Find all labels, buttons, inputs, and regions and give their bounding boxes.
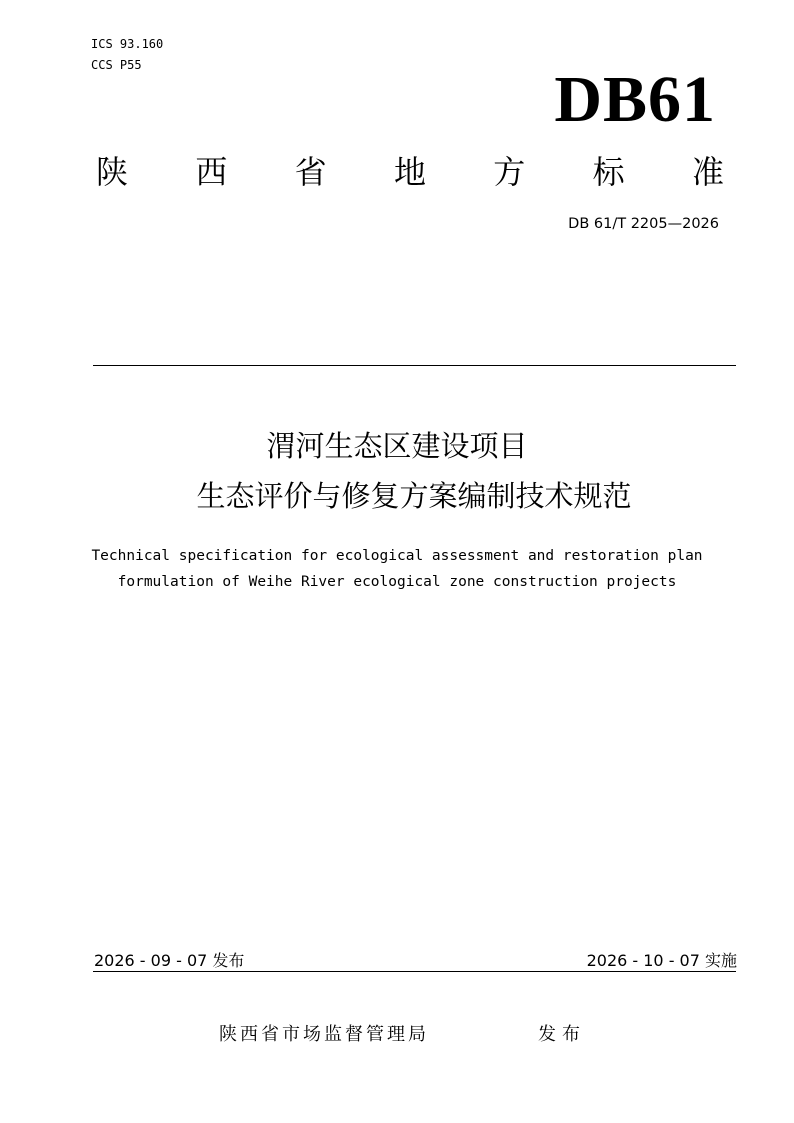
standard-level-char: 西 bbox=[195, 153, 228, 191]
title-en-line-1: Technical specification for ecological assessment and restoration plan bbox=[91, 548, 703, 564]
standard-level-char: 标 bbox=[592, 153, 625, 191]
standard-level-char: 地 bbox=[393, 153, 426, 191]
db-logo: DB61 bbox=[554, 63, 716, 136]
standard-level-heading bbox=[95, 150, 725, 194]
title-cn-line-1: 渭河生态区建设项目 bbox=[266, 429, 528, 463]
issue-date: 2026 - 09 - 07 发布 bbox=[94, 951, 245, 970]
standard-level-char: 省 bbox=[294, 153, 327, 191]
issue-action: 发布 bbox=[538, 1024, 586, 1045]
title-cn-line-2: 生态评价与修复方案编制技术规范 bbox=[196, 479, 632, 513]
standard-number: DB 61/T 2205—2026 bbox=[568, 216, 719, 232]
issuing-authority: 陕西省市场监督管理局 bbox=[219, 1024, 429, 1045]
standard-level-char: 方 bbox=[493, 153, 526, 191]
implementation-date: 2026 - 10 - 07 实施 bbox=[586, 951, 737, 970]
top-divider bbox=[93, 365, 736, 366]
ics-code: ICS 93.160 bbox=[91, 37, 164, 51]
title-en-line-2: formulation of Weihe River ecological zone construction projects bbox=[117, 574, 677, 590]
bottom-divider bbox=[93, 971, 736, 972]
standard-level-char: 准 bbox=[691, 153, 724, 191]
standard-level-char: 陕 bbox=[95, 153, 128, 191]
ccs-code: CCS P55 bbox=[91, 58, 142, 72]
